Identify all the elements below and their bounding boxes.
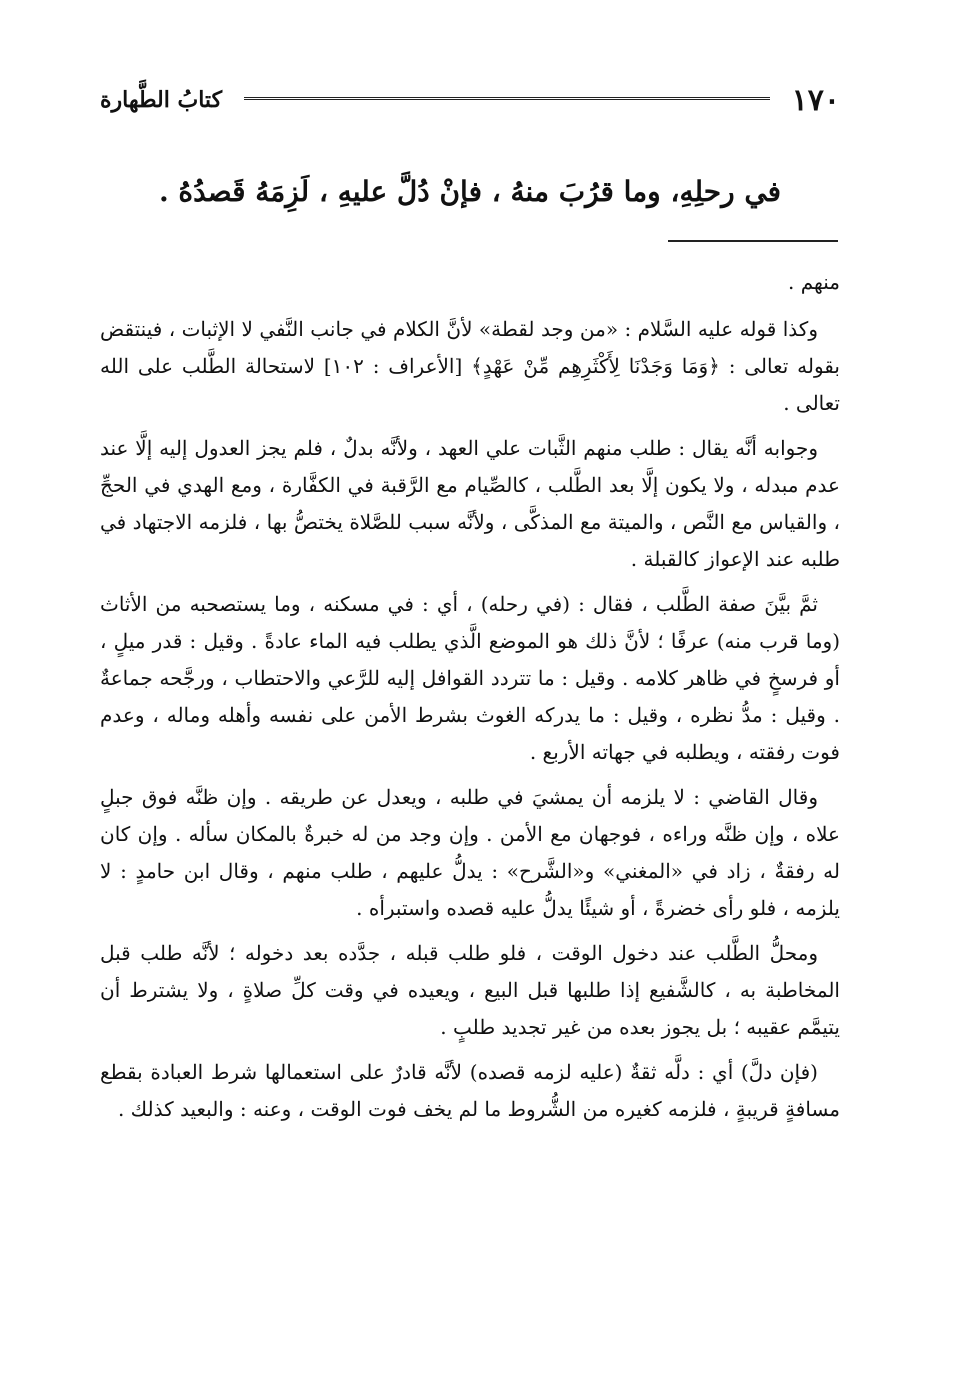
- paragraph-1: منهم .: [788, 270, 840, 294]
- header-rule: [244, 97, 770, 103]
- page-header: [100, 80, 840, 120]
- paragraph-4: ثمَّ بيَّنَ صفة الطَّلب ، فقال : (في رحله) ، أي : في مسكنه ، وما يستصحبه من الأثاث (وما قرب منه) عرفًا ؛ لأنَّ ذلك هو الموضع الَّذي يطلب فيه الماء عادةً . وقيل : قدر ميلٍ ، أو فرسخٍ في ظاهر كلامه . وقيل : ما تتردد القوافل إليه للرَّعي والاحتطاب ، ورجَّحه جماعةٌ . وقيل : مدُّ نظره ، وقيل : ما يدركه الغوث بشرط الأمن على نفسه وأهله وماله ، وعدم فوت رفقته ، ويطلبه في جهاته الأربع .: [100, 592, 840, 764]
- paragraph-6: ومحلُّ الطَّلب عند دخول الوقت ، فلو طلب قبله ، جدَّده بعد دخوله ؛ لأنَّه طلب قبل المخاطبة به ، كالشَّفيع إذا طلبها قبل البيع ، ويعيده في وقت كلِّ صلاةٍ ، ولا يشترط أن يتيمَّم عقيبه ؛ بل يجوز بعده من غير تجديد طلبٍ .: [100, 941, 840, 1039]
- paragraph-3: وجوابه أنَّه يقال : طلب منهم الثَّبات علي العهد ، ولأنَّه بدلٌ ، فلم يجز العدول إليه إلَّا عند عدم مبدله ، ولا يكون إلَّا بعد الطَّلب ، كالصِّيام مع الرَّقبة في الكفَّارة ، ومع الهدي في الحجِّ ، والقياس مع النَّص ، والميتة مع المذكَّى ، ولأنَّه سبب للصَّلاة يختصُّ بها ، فلزمه الاجتهاد في طلبه عند الإعواز كالقبلة .: [100, 436, 840, 571]
- paragraph-7: (فإن دلَّ) أي : دلَّه ثقةٌ (عليه لزمه قصده) لأنَّه قادرٌ على استعمالها شرط العبادة بقطع مسافةٍ قريبةٍ ، فلزمه كغيره من الشُّروط ما لم يخف فوت الوقت ، وعنه : والبعيد كذلك .: [100, 1060, 840, 1121]
- book-title: كتابُ الطَّهارة: [100, 87, 223, 113]
- commentary-body: [100, 264, 840, 1294]
- page-number: ١٧٠: [791, 82, 840, 118]
- paragraph-5: وقال القاضي : لا يلزمه أن يمشيَ في طلبه ، ويعدل عن طريقه . وإن ظنَّه فوق جبلٍ علاه ، وإن ظنَّه وراءه ، فوجهان مع الأمن . وإن وجد من له خبرةٌ بالمكان سأله . وإن كان له رفقةٌ ، زاد في «المغني» و«الشَّرح» : يدلُّ عليهم ، طلب منهم ، وقال ابن حامدٍ : لا يلزمه ، فلو رأى خضرةً ، أو شيئًا يدلُّ عليه قصده واستبرأه .: [100, 785, 840, 920]
- paragraph-2: وكذا قوله عليه السَّلام : «من وجد لقطة» لأنَّ الكلام في جانب النَّفي لا الإثبات ، فينتقض بقوله تعالى : ﴿وَمَا وَجَدْنَا لِأَكْثَرِهِم مِّنْ عَهْدٍ﴾ [الأعراف : ١٠٢] لاستحالة الطَّلب على الله تعالى .: [100, 317, 840, 415]
- matn-separator-rule: [668, 240, 838, 242]
- matn-text: في رحلِهِ، وما قرُبَ منهُ ، فإنْ دُلَّ عليهِ ، لَزِمَهُ قَصدُهُ .: [158, 175, 782, 208]
